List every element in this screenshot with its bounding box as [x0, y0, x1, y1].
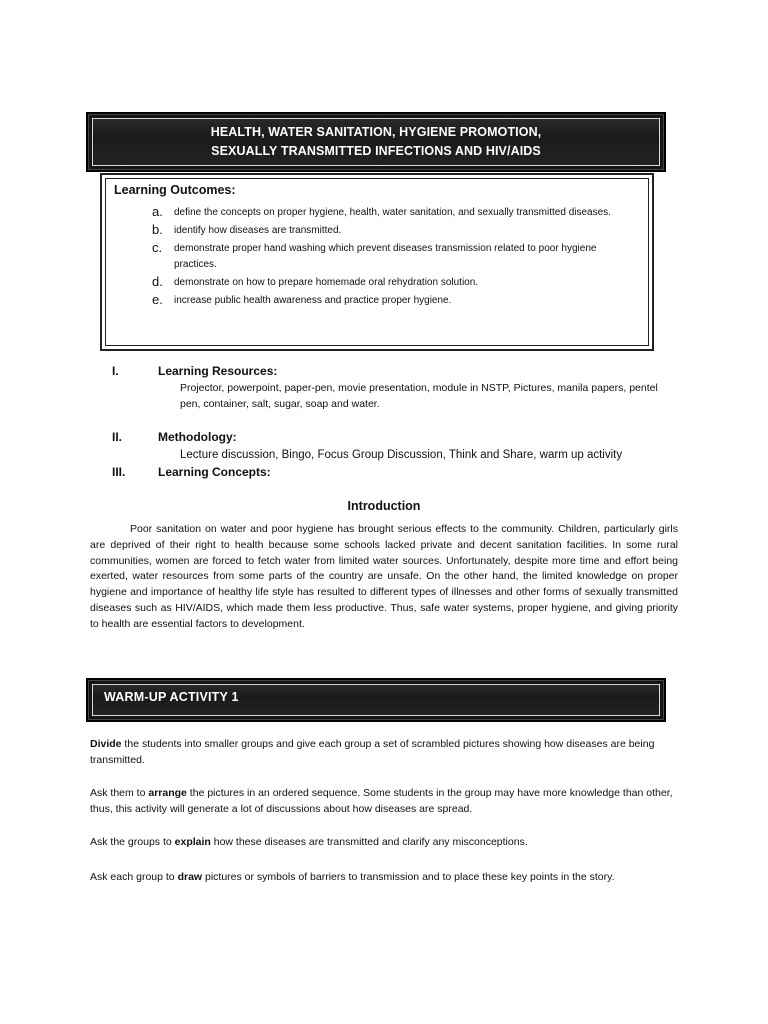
- outcome-marker: a.: [152, 204, 163, 219]
- action-verb: arrange: [148, 787, 187, 799]
- section-number: III.: [112, 465, 126, 479]
- warmup-step: Divide the students into smaller groups and give each group a set of scrambled pictures showing how diseases are being transmitted.: [90, 738, 655, 766]
- document-title: [88, 123, 664, 161]
- warmup-step: Ask each group to draw pictures or symbols of barriers to transmission and to place these key points in the story.: [90, 871, 615, 883]
- learning-outcomes-list: [136, 205, 636, 311]
- introduction-paragraph: Poor sanitation on water and poor hygiene has brought serious effects to the community. Children, particularly girls are deprived of their right to health because some schools lacked private and decent sanitation facilities. In some rural communities, women are forced to fetch water from limited water sources. Unfortunately, despite more time and effort being exerted, water resources from some parts of the country are unsafe. On the other hand, the limited knowledge on proper hygiene and importance of healthy life style has resulted to different types of illnesses and other forms of sexually transmitted diseases such as HIV/AIDS, which made them less productive. Thus, safe water systems, proper hygiene, and giving priority to health are essential factors to development.: [90, 523, 678, 630]
- outcome-item: [136, 205, 636, 221]
- outcome-text: demonstrate on how to prepare homemade oral rehydration solution.: [174, 277, 479, 288]
- action-verb: explain: [174, 836, 211, 848]
- section-number: I.: [112, 364, 119, 378]
- outcome-text: demonstrate proper hand washing which prevent diseases transmission related to poor hygiene practices.: [174, 243, 597, 270]
- methodology-body: Lecture discussion, Bingo, Focus Group Discussion, Think and Share, warm up activity: [180, 449, 623, 461]
- learning-outcomes-box: [100, 173, 654, 351]
- outcome-text: increase public health awareness and practice proper hygiene.: [174, 295, 452, 306]
- title-banner: [86, 112, 666, 172]
- outcome-marker: e.: [152, 292, 163, 307]
- title-line-2: SEXUALLY TRANSMITTED INFECTIONS AND HIV/AIDS: [211, 144, 541, 158]
- action-verb: draw: [177, 871, 203, 883]
- title-line-1: HEALTH, WATER SANITATION, HYGIENE PROMOTION,: [210, 125, 542, 139]
- outcome-marker: d.: [152, 274, 163, 289]
- action-verb: Divide: [90, 738, 122, 750]
- warmup-step: Ask the groups to explain how these diseases are transmitted and clarify any misconceptions.: [90, 836, 528, 848]
- introduction-heading: Introduction: [347, 499, 421, 513]
- learning-outcomes-heading: Learning Outcomes:: [114, 183, 236, 197]
- outcome-item: [136, 223, 636, 239]
- section-number: II.: [112, 430, 123, 444]
- warmup-step: Ask them to arrange the pictures in an ordered sequence. Some students in the group may have more knowledge than other, thus, this activity will generate a lot of discussions about how diseases are spread.: [90, 787, 673, 815]
- outcome-text: identify how diseases are transmitted.: [174, 225, 342, 236]
- outcome-marker: b.: [152, 222, 163, 237]
- warmup-heading: WARM-UP ACTIVITY 1: [104, 690, 239, 704]
- outcome-item: [136, 241, 636, 273]
- outcome-item: [136, 293, 636, 309]
- outcome-item: [136, 275, 636, 291]
- outcome-marker: c.: [152, 240, 163, 255]
- section-heading: Learning Concepts:: [158, 465, 271, 479]
- section-heading: Learning Resources:: [158, 364, 278, 378]
- section-heading: Methodology:: [158, 430, 237, 444]
- warmup-banner: [86, 678, 666, 722]
- outcome-text: define the concepts on proper hygiene, health, water sanitation, and sexually transmitted diseases.: [174, 207, 611, 218]
- learning-resources-body: Projector, powerpoint, paper-pen, movie presentation, module in NSTP, Pictures, manila papers, pentel pen, container, salt, sugar, soap and water.: [180, 382, 658, 410]
